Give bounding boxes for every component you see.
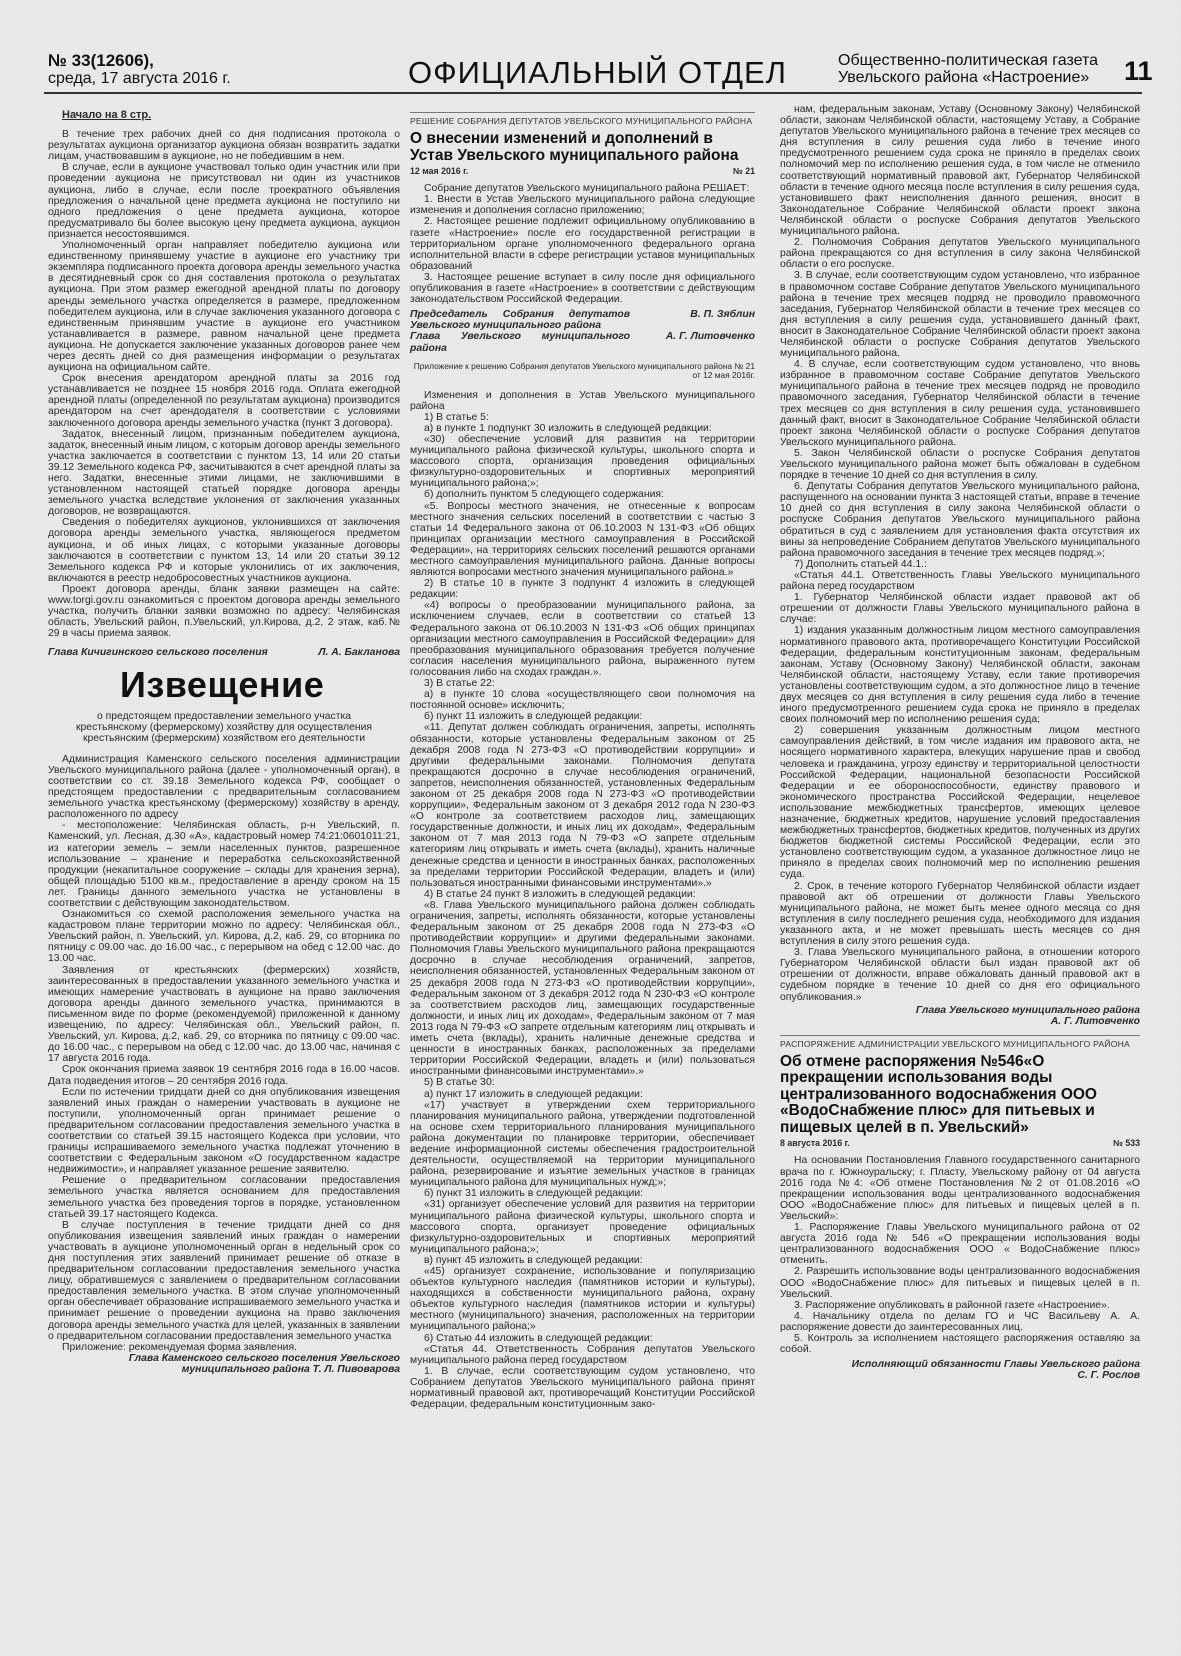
appendix-note: Приложение к решению Собрания депутатов Увельского муниципального района № 21 от 12 мая 2016г. [413,360,755,380]
paragraph: 4) В статье 24 пункт 8 изложить в следующей редакции: [424,888,696,900]
paragraph: 3. Распоряжение опубликовать в районной газете «Настроение». [794,1299,1110,1311]
signature-kamenskoe-line1: Глава Каменского сельского поселения Увельского [128,1352,400,1364]
order-dateline [780,1138,1140,1149]
paragraph: 3. Настоящее решение вступает в силу после дня официального опубликования в газете «Настроение» в соответствии с действующим законодательством Российской Федерации. [410,271,755,306]
signature-name: Л. А. Бакланова [318,647,400,659]
paragraph: Уполномоченный орган направляет победителю аукциона или единственному принявшему участие в аукционе его участнику три экземпляра подписанного проекта договора аренды земельного участка в десятидневный срок со дня составления протокола о результатах аукциона. При этом размер ежегодной арендной платы по договору аренды земельного участка определяется в размере, предложенном победителем аукциона, или в случае заключения указанного договора с единственным принявшим участие в аукционе его участником устанавливается в размере, равном начальной цене предмета аукциона. Не допускается заключение указанных договоров ранее чем через десять дней со дня размещения информации о результатах аукциона на официальном сайте. [48,240,400,374]
paper-name-line2: Увельского района «Настроение» [838,69,1090,86]
paragraph: Администрация Каменского сельского поселения администрации Увельского муниципального района (далее - уполномоченный орган), в соответствии со ст. 39.18 Земельного кодекса РФ, сообщает о предстоящем предоставлении с предварительным согласованием земельного участка крестьянскому (фермерскому) хозяйству в аренду, расположенного по адресу [48,753,400,821]
paragraph: В случае, если в аукционе участвовал только один участник или при проведении аукциона не присутствовал ни один из участников аукциона, либо в случае, если после троекратного объявления предложения о начальной цене предмета аукциона не поступило ни одного предложения о цене предмета аукциона, которое предусматривало бы более высокую цену предмета аукциона, аукцион признается несостоявшимся. [48,162,400,240]
paragraph: б) пункт 31 изложить в следующей редакции: [424,1188,644,1200]
notice-text [48,754,400,1353]
paragraph: Решение о предварительном согласовании предоставления земельного участка является основанием для предоставления земельного участка без проведения торгов в порядке, установленном статьей 39.17 настоящего Кодекса. [48,1175,400,1220]
paragraph: нам, федеральным законам, Уставу (Основному Закону) Челябинской области, законам Челябинской области, настоящему Уставу, а Собрание депутатов Увельского муниципального района в течение трех месяцев со дня вступления в силу решения суда либо в течение иного предусмотренного решением суда срока не приняло в пределах своих полномочий мер по исполнению решения суда, в том числе не отменило соответствующий нормативный правовой акт, Губернатор Челябинской области в течение одного месяца после вступления в силу решения суда, установившего факт неисполнения данного решения, вносит в Законодательное Собрание Челябинской области проект закона Челябинской области о роспуске Собрания депутатов Увельского муниципального района. [780,104,1140,238]
paragraph: а) в пункте 1 подпункт 30 изложить в следующей редакции: [424,422,712,434]
issue-date: среда, 17 августа 2016 г. [48,70,231,87]
paragraph: «17) участвует в утверждении схем территориального планирования муниципального района, утверждении подготовленной на основе схем территориального планирования муниципального района документации по планировке территории, обеспечивает ведение информационной системы обеспечения градостроительной деятельности, осуществляемой на территории муниципального района, резервирование и изъятие земельных участков в границах муниципального района для муниципальных нужд;»; [410,1099,755,1189]
order-number: № 533 [1113,1138,1140,1149]
paragraph: 1) издания указанным должностным лицом местного самоуправления нормативного правового акта, противоречащего Конституции Российской Федерации, федеральным конституционным законам, федеральным законам, Уставу (Основному Закону) Челябинской области, законам Челябинской области, настоящему Уставу, если такие противоречия установлены соответствующим судом, а это должностное лицо в течение двух месяцев со дня вступления в силу решения суда либо в течение иного предусмотренного решением суда срока не приняло в пределах своих полномочий мер по исполнению решения суда; [780,625,1140,726]
paragraph: б) пункт 11 изложить в следующей редакции: [424,711,643,723]
paragraph: «31) организует обеспечение условий для развития на территории муниципального района физической культуры, школьного спорта и массового спорта, организует проведение официальных физкультурно-оздоровительных и спортивных мероприятий муниципального района;»; [410,1199,755,1255]
continued-note: Начало на 8 стр. [62,109,152,121]
paragraph: «30) обеспечение условий для развития на территории муниципального района физической культуры, школьного спорта и массового спорта, организация проведения официальных физкультурно-оздоровительных и спортивных мероприятий муниципального района;»; [410,433,755,490]
paragraph: 1) В статье 5: [424,411,489,423]
charter-continuation-text [780,104,1140,1003]
decision-title: О внесении изменений и дополнений в Устав Увельского муниципального района [410,130,739,164]
paragraph: Сведения о победителях аукционов, уклонившихся от заключения договора аренды земельного участка, являющегося предметом аукциона, и об иных лицах, с которыми указанные договоры заключаются в соответствии с пунктом 13, 14 или 20 статьи 39.12 Земельного кодекса РФ и которые уклонились от их заключения, включаются в реестр недобросовестных участников аукциона. [48,517,400,584]
paragraph: «5. Вопросы местного значения, не отнесенные к вопросам местного значения сельских поселений в соответствии с частью 3 статьи 14 Федерального закона от 06.10.2003 N 131-ФЗ «Об общих принципах организации местного самоуправления в Российской Федерации», на территориях сельских поселений решаются органами местного самоуправления муниципального района. Данные вопросы являются вопросами местного значения муниципального района.» [410,500,755,579]
paragraph: 7) Дополнить статьей 44.1.: [794,558,927,570]
issue-info [48,52,231,87]
paragraph: Ознакомиться со схемой расположения земельного участка на кадастровом плане территории можно по адресу: Челябинская обл., Увельский район, п. Увельский, ул. Кирова, д.2, каб. 29, со вторника по пятницу с 09.00 час. до 16.00 час., с перерывом на обед с 12.00 час. до 13.00 час. [48,909,400,965]
signature-role: Председатель Собрания депутатов Увельского муниципального района [410,309,630,332]
page-number: 11 [1124,56,1153,86]
signature-role: Глава Кичигинского сельского поселения [48,647,268,659]
decision-number: № 21 [732,166,755,177]
signature-head-2 [780,1005,1140,1027]
paragraph: 2. Срок, в течение которого Губернатор Челябинской области издает правовой акт об отрешении от должности Главы Увельского муниципального района, не может быть менее одного месяца со дня вступления в силу последнего решения суда, необходимого для издания указанного акта, и не может превышать шесть месяцев со дня вступления в силу этого решения суда. [780,880,1140,948]
paragraph: «Статья 44. Ответственность Собрания депутатов Увельского муниципального района перед государством [410,1343,755,1366]
paragraph: 2) В статье 10 в пункте 3 подпункт 4 изложить в следующей редакции: [410,578,755,601]
paragraph: 2. Настоящее решение подлежит официальному опубликованию в газете «Настроение» после его государственной регистрации в территориальном органе уполномоченного федерального органа исполнительной власти в сфере регистрации уставов муниципальных образований [410,216,755,272]
paragraph: В случае поступления в течение тридцати дней со дня опубликования извещения заявлений иных граждан о намерении участвовать в аукционе уполномоченный орган в недельный срок со дня поступления этих заявлений принимает решение об отказе в предварительном согласовании предоставления земельного участка лицу, обратившемуся с заявлением о предварительном согласовании предоставления земельного участка. В этом случае уполномоченный орган обеспечивает образование испрашиваемого земельного участка и принимает решение о проведении аукциона на право заключения договора аренды земельного участка для целей, указанных в заявлении о предварительном согласовании предоставления земельного участка [48,1219,400,1342]
paragraph: Проект договора аренды, бланк заявки размещен на сайте: www.torgi.gov.ru ознакомиться с проектом договора аренды земельного участка, получить бланки заявки возможно по адресу: Челябинская область, Увельский район, п.Увельский, ул.Кирова, д.2, 2 этаж, каб.№ 29 в часы приема заявок. [48,583,400,640]
column-1 [48,104,400,1375]
notice-subtitle: о предстоящем предоставлении земельного участка крестьянскому (фермерскому) хозяйству для осуществления крестьянским (фермерским) хозяйством его деятельности [75,710,373,744]
paragraph: 2. Полномочия Собрания депутатов Увельского муниципального района прекращаются со дня вступления в силу закона Челябинской области о его роспуске. [780,237,1140,271]
paragraph: 6) Статью 44 изложить в следующей редакции: [424,1332,653,1344]
signature-name: А. Г. Литовченко [1050,1015,1140,1027]
decision-text [410,183,755,305]
paragraph: 5. Закон Челябинской области о роспуске Собрания депутатов Увельского муниципального района может быть обжалован в судебном порядке в течение 10 дней со дня вступления в силу. [780,447,1140,482]
paragraph: Заявления от крестьянских (фермерских) хозяйств, заинтересованных в предоставлении указанного земельного участка и имеющих намерение участвовать в аукционе на право заключения договора аренды данного земельного участка, принимаются в письменном виде по форме (рекомендуемой) приложенной к данному извещению, по адресу: Челябинская обл., Увельский район, п. Увельский, ул. Кирова, д.2, каб. 29, со вторника по пятницу с 09.00 час. до 16.00 час., с перерывом на обед с 12.00 час. до 13.00 час, начиная с 17 августа 2016 года. [48,964,400,1065]
column-2 [410,104,755,1410]
paragraph: В течение трех рабочих дней со дня подписания протокола о результатах аукциона организатор аукциона обязан возвратить задатки лицам, участвовавшим в аукционе, но не победившим в нем. [48,129,400,163]
issue-number: № 33(12606), [48,51,154,70]
order-title: Об отмене распоряжения №546«О прекращении использования воды централизованного водоснабжения ООО «ВодоСнабжение плюс» для питьевых и пищевых целей в п. Увельский» [780,1052,1097,1136]
signature-kichiginskoe [48,647,400,658]
order-text [780,1155,1140,1355]
signature-name: С. Г. Рослов [1077,1370,1140,1382]
paper-name-line1: Общественно-политическая газета [838,52,1099,69]
paragraph: Срок окончания приема заявок 19 сентября 2016 года в 16.00 часов. Дата подведения итогов – 20 сентября 2016 года. [48,1064,400,1087]
order-kicker: РАСПОРЯЖЕНИЕ АДМИНИСТРАЦИИ УВЕЛЬСКОГО МУНИЦИПАЛЬНОГО РАЙОНА [780,1035,1140,1050]
paragraph: 3) В статье 22: [424,678,495,690]
paragraph: 4. В случае, если соответствующим судом установлено, что вновь избранное в правомочном составе Собрание депутатов Увельского муниципального района в течение трех месяцев подряд не проводило правомочного заседания, Губернатор Челябинской области в течение трех месяцев со дня вступления в силу решения суда, установившего данный факт, вносит в Законодательное Собрание Челябинской области проект закона Челябинской области о роспуске Собрания депутатов Увельского муниципального района. [780,359,1140,448]
auction-terms-text [48,129,400,639]
decision-kicker: РЕШЕНИЕ СОБРАНИЯ ДЕПУТАТОВ УВЕЛЬСКОГО МУНИЦИПАЛЬНОГО РАЙОНА [410,112,755,127]
charter-amendments-text [410,390,755,1411]
paragraph: 3. В случае, если соответствующим судом установлено, что избранное в правомочном составе Собрание депутатов Увельского муниципального района в течение трех месяцев подряд не проводило правомочного заседания, Губернатор Челябинской области в течение трех месяцев со дня вступления в силу решения суда, установившего данный факт, вносит в Законодательное Собрание Челябинской области проект закона Челябинской области о роспуске Собрания депутатов Увельского муниципального района. [780,270,1140,360]
order-date: 8 августа 2016 г. [780,1138,850,1149]
signature-chairman [410,309,755,331]
paragraph: Приложение: рекомендуемая форма заявления. [62,1341,297,1353]
paper-name [838,52,1098,86]
paragraph: 6. Депутаты Собрания депутатов Увельского муниципального района, распущенного на основании пункта 3 настоящей статьи, вправе в течение 10 дней со дня вступления в силу закона Челябинской области о роспуске Собрания депутатов Увельского муниципального района обратиться в суд с заявлением для установления факта отсутствия их вины за непроведение Собранием депутатов Увельского муниципального района правомочного заседания в течение трех месяцев подряд.»; [780,481,1140,559]
paragraph: Собрание депутатов Увельского муниципального района РЕШАЕТ: [424,183,750,195]
paragraph: 1. Распоряжение Главы Увельского муниципального района от 02 августа 2016 года № 546 «О прекращении использования воды централизованного водоснабжения ООО « ВодоСнабжение плюс» отменить. [780,1222,1140,1267]
paragraph: 1. Губернатор Челябинской области издает правовой акт об отрешении от должности Главы Увельского муниципального района в случае: [780,592,1140,626]
paragraph: б) дополнить пунктом 5 следующего содержания: [424,489,664,501]
paragraph: - местоположение: Челябинская область, р-н Увельский, п. Каменский, ул. Лесная, д.30 «А», кадастровый номер 74:21:0601011:21, из категории земель – земли населенных пунктов, разрешенное использование – хранение и переработка сельскохозяйственной продукции (некапитальное сооружение – склады для хранения зерна), общей площадью 5100 кв.м., предоставление в аренду сроком на 15 лет. Границы данного земельного участка не установлены в соответствии с действующим законодательством. [48,820,400,909]
paragraph: «4) вопросы о преобразовании муниципального района, за исключением случаев, если в соответствии со статьей 13 Федерального закона от 06.10.2003 N 131-ФЗ «Об общих принципах организации местного самоуправления в Российской Федерации» для преобразования муниципального образования требуется получение согласия населения муниципального района, выраженного путем голосования либо на сходах граждан.». [410,600,755,678]
paragraph: 5. Контроль за исполнением настоящего распоряжения оставляю за собой. [780,1332,1140,1356]
paragraph: в) пункт 45 изложить в следующей редакции: [424,1254,643,1266]
paragraph: 2) совершения указанным должностным лицом местного самоуправления действий, в том числе издания им правового акта, не носящего нормативного характера, влекущих нарушение прав и свобод человека и гражданина, угрозу единству и территориальной целостности Российской Федерации, национальной безопасности Российской Федерации и ее обороноспособности, единству правового и экономического пространства Российской Федерации, нецелевое использование межбюджетных трансфертов, имеющих целевое назначение, бюджетных кредитов, нарушение условий предоставления межбюджетных трансфертов, бюджетных кредитов, полученных из других бюджетов бюджетной системы Российской Федерации, если это установлено соответствующим судом, а указанное должностное лицо не приняло в пределах своих полномочий мер по исполнению решения суда. [780,725,1141,881]
notice-heading: Извещение [120,663,325,705]
signature-role: Глава Увельского муниципального района [915,1004,1140,1016]
paragraph: «8. Глава Увельского муниципального района должен соблюдать ограничения, запреты, исполнять обязанности, которые установлены Федеральным законом от 25 декабря 2008 года N 273-ФЗ «О противодействии коррупции» и другими федеральными законами. Полномочия Главы Увельского муниципального района прекращаются досрочно в случае несоблюдения ограничений, запретов, неисполнения обязанностей, установленных Федеральным законом от 25 декабря 2008 года N 273-ФЗ «О противодействии коррупции», Федеральным законом от 3 декабря 2012 года N 230-ФЗ «О контроле за соответствием расходов лиц, замещающих государственные должности, и иных лиц их доходам», Федеральным законом от 7 мая 2013 года N 79-ФЗ «О запрете отдельным категориям лиц открывать и иметь счета (вклады), хранить наличные денежные средства и ценности в иностранных банках, расположенных за пределами территории Российской Федерации, владеть и (или) пользоваться иностранными финансовыми инструментами».» [410,899,755,1078]
paragraph: 5) В статье 30: [424,1077,495,1089]
paragraph: Если по истечении тридцати дней со дня опубликования извещения заявлений иных граждан о намерении участвовать в аукционе не поступили, уполномоченный орган принимает решение о предварительном согласовании предоставления земельного участка в соответствии со статьей 39.15 настоящего Кодекса при условии, что границы испрашиваемого земельного участка подлежат уточнению в соответствии с Федеральным законом «О государственном кадастре недвижимости», и направляет указанное решение заявителю. [48,1086,400,1176]
paragraph: 3. Глава Увельского муниципального района, в отношении которого Губернатором Челябинской области был издан правовой акт об отрешении от должности, вправе обжаловать данный правовой акт в судебном порядке в течение 10 дней со дня его официального опубликования.» [780,947,1140,1003]
paragraph: «Статья 44.1. Ответственность Главы Увельского муниципального района перед государством [780,569,1140,593]
decision-date: 12 мая 2016 г. [410,166,469,177]
signature-role: Глава Увельского муниципального района [410,331,630,354]
signature-head [410,331,755,353]
paragraph: а) в пункте 10 слова «осуществляющего свои полномочия на постоянной основе» исключить; [410,689,755,712]
paragraph: 2. Разрешить использование воды централизованного водоснабжения ООО «ВодоСнабжение плюс» для питьевых и пищевых целей в п. Увельский. [780,1266,1140,1300]
column-3 [780,104,1140,1381]
header-rule [44,92,1142,94]
signature-kamenskoe-line2: муниципального района Т. Л. Пивоварова [181,1363,400,1375]
paragraph: Задаток, внесенный лицом, признанным победителем аукциона, задаток, внесенный иным лицом, с которым договор аренды земельного участка заключается в соответствии с пунктом 13, 14 или 20 статьи 39.12 Земельного кодекса РФ, засчитываются в счет арендной платы за него. Задатки, внесенные этими лицами, не заключившими в установленном настоящей статьей порядке договора аренды земельного участка вследствие уклонения от заключения указанных договоров, не возвращаются. [48,428,400,518]
paragraph: На основании Постановления Главного государственного санитарного врача по г. Южноуральску; г. Пласту, Увельскому району от 04 августа 2016 года №4: «Об отмене Постановления №2 от 01.08.2016 «О прекращении использования воды централизованного водоснабжения ООО «ВодоСнабжение плюс» для питьевых и пищевых целей в п. Увельский»: [780,1155,1140,1222]
signature-role: Исполняющий обязанности Главы Увельского района [851,1359,1140,1371]
signature-acting-head [780,1359,1140,1381]
paragraph: «45) организует сохранение, использование и популяризацию объектов культурного наследия (памятников истории и культуры), находящихся в собственности муниципального района, охрану объектов культурного наследия (памятников истории и культуры) местного (муниципального) значения, расположенных на территории муниципального района;» [410,1266,755,1333]
paragraph: а) пункт 17 изложить в следующей редакции: [424,1088,643,1100]
signature-name: А. Г. Литовченко [665,331,755,343]
signature-name: В. П. Зяблин [690,309,755,321]
paragraph: «11. Депутат должен соблюдать ограничения, запреты, исполнять обязанности, которые установлены Федеральным законом от 25 декабря 2008 года N 273-ФЗ «О противодействии коррупции» и другими федеральными законами. Полномочия депутата прекращаются досрочно в случае несоблюдения ограничений, запретов, неисполнения обязанностей, установленных Федеральным законом от 25 декабря 2008 года N 273-ФЗ «О противодействии коррупции», Федеральным законом от 3 декабря 2012 года N 230-ФЗ «О контроле за соответствием расходов лиц, замещающих государственные должности, и иных лиц их доходам», Федеральным законом от 7 мая 2013 года N 79-ФЗ «О запрете отдельным категориям лиц открывать и иметь счета (вклады), хранить наличные денежные средства и ценности в иностранных банках, расположенных за пределами территории Российской Федерации, владеть и (или) пользоваться иностранными финансовыми инструментами».» [410,722,755,889]
paragraph: 1. Внести в Устав Увельского муниципального района следующие изменения и дополнения согласно приложению; [410,194,755,217]
paragraph: 1. В случае, если соответствующим судом установлено, что Собранием депутатов Увельского муниципального района принят нормативный правовой акт, противоречащий Конституции Российской Федерации, федеральным конституционным зако- [410,1365,755,1411]
section-title: ОФИЦИАЛЬНЫЙ ОТДЕЛ [408,55,787,90]
decision-dateline [410,166,755,177]
paragraph: Изменения и дополнения в Устав Увельского муниципального района [410,389,755,412]
paragraph: 4. Начальнику отдела по делам ГО и ЧС Васильеву А. А. распоряжение довести до заинтересованных лиц. [780,1310,1140,1333]
paragraph: Срок внесения арендатором арендной платы за 2016 год устанавливается не позднее 15 ноября 2016 года. Оплата ежегодной арендной платы (определенной по результатам аукциона) производится арендатором на счет арендодателя в соответствии с условиями заключенного договора аренды земельного участка (пункт 3 договора). [48,373,400,429]
